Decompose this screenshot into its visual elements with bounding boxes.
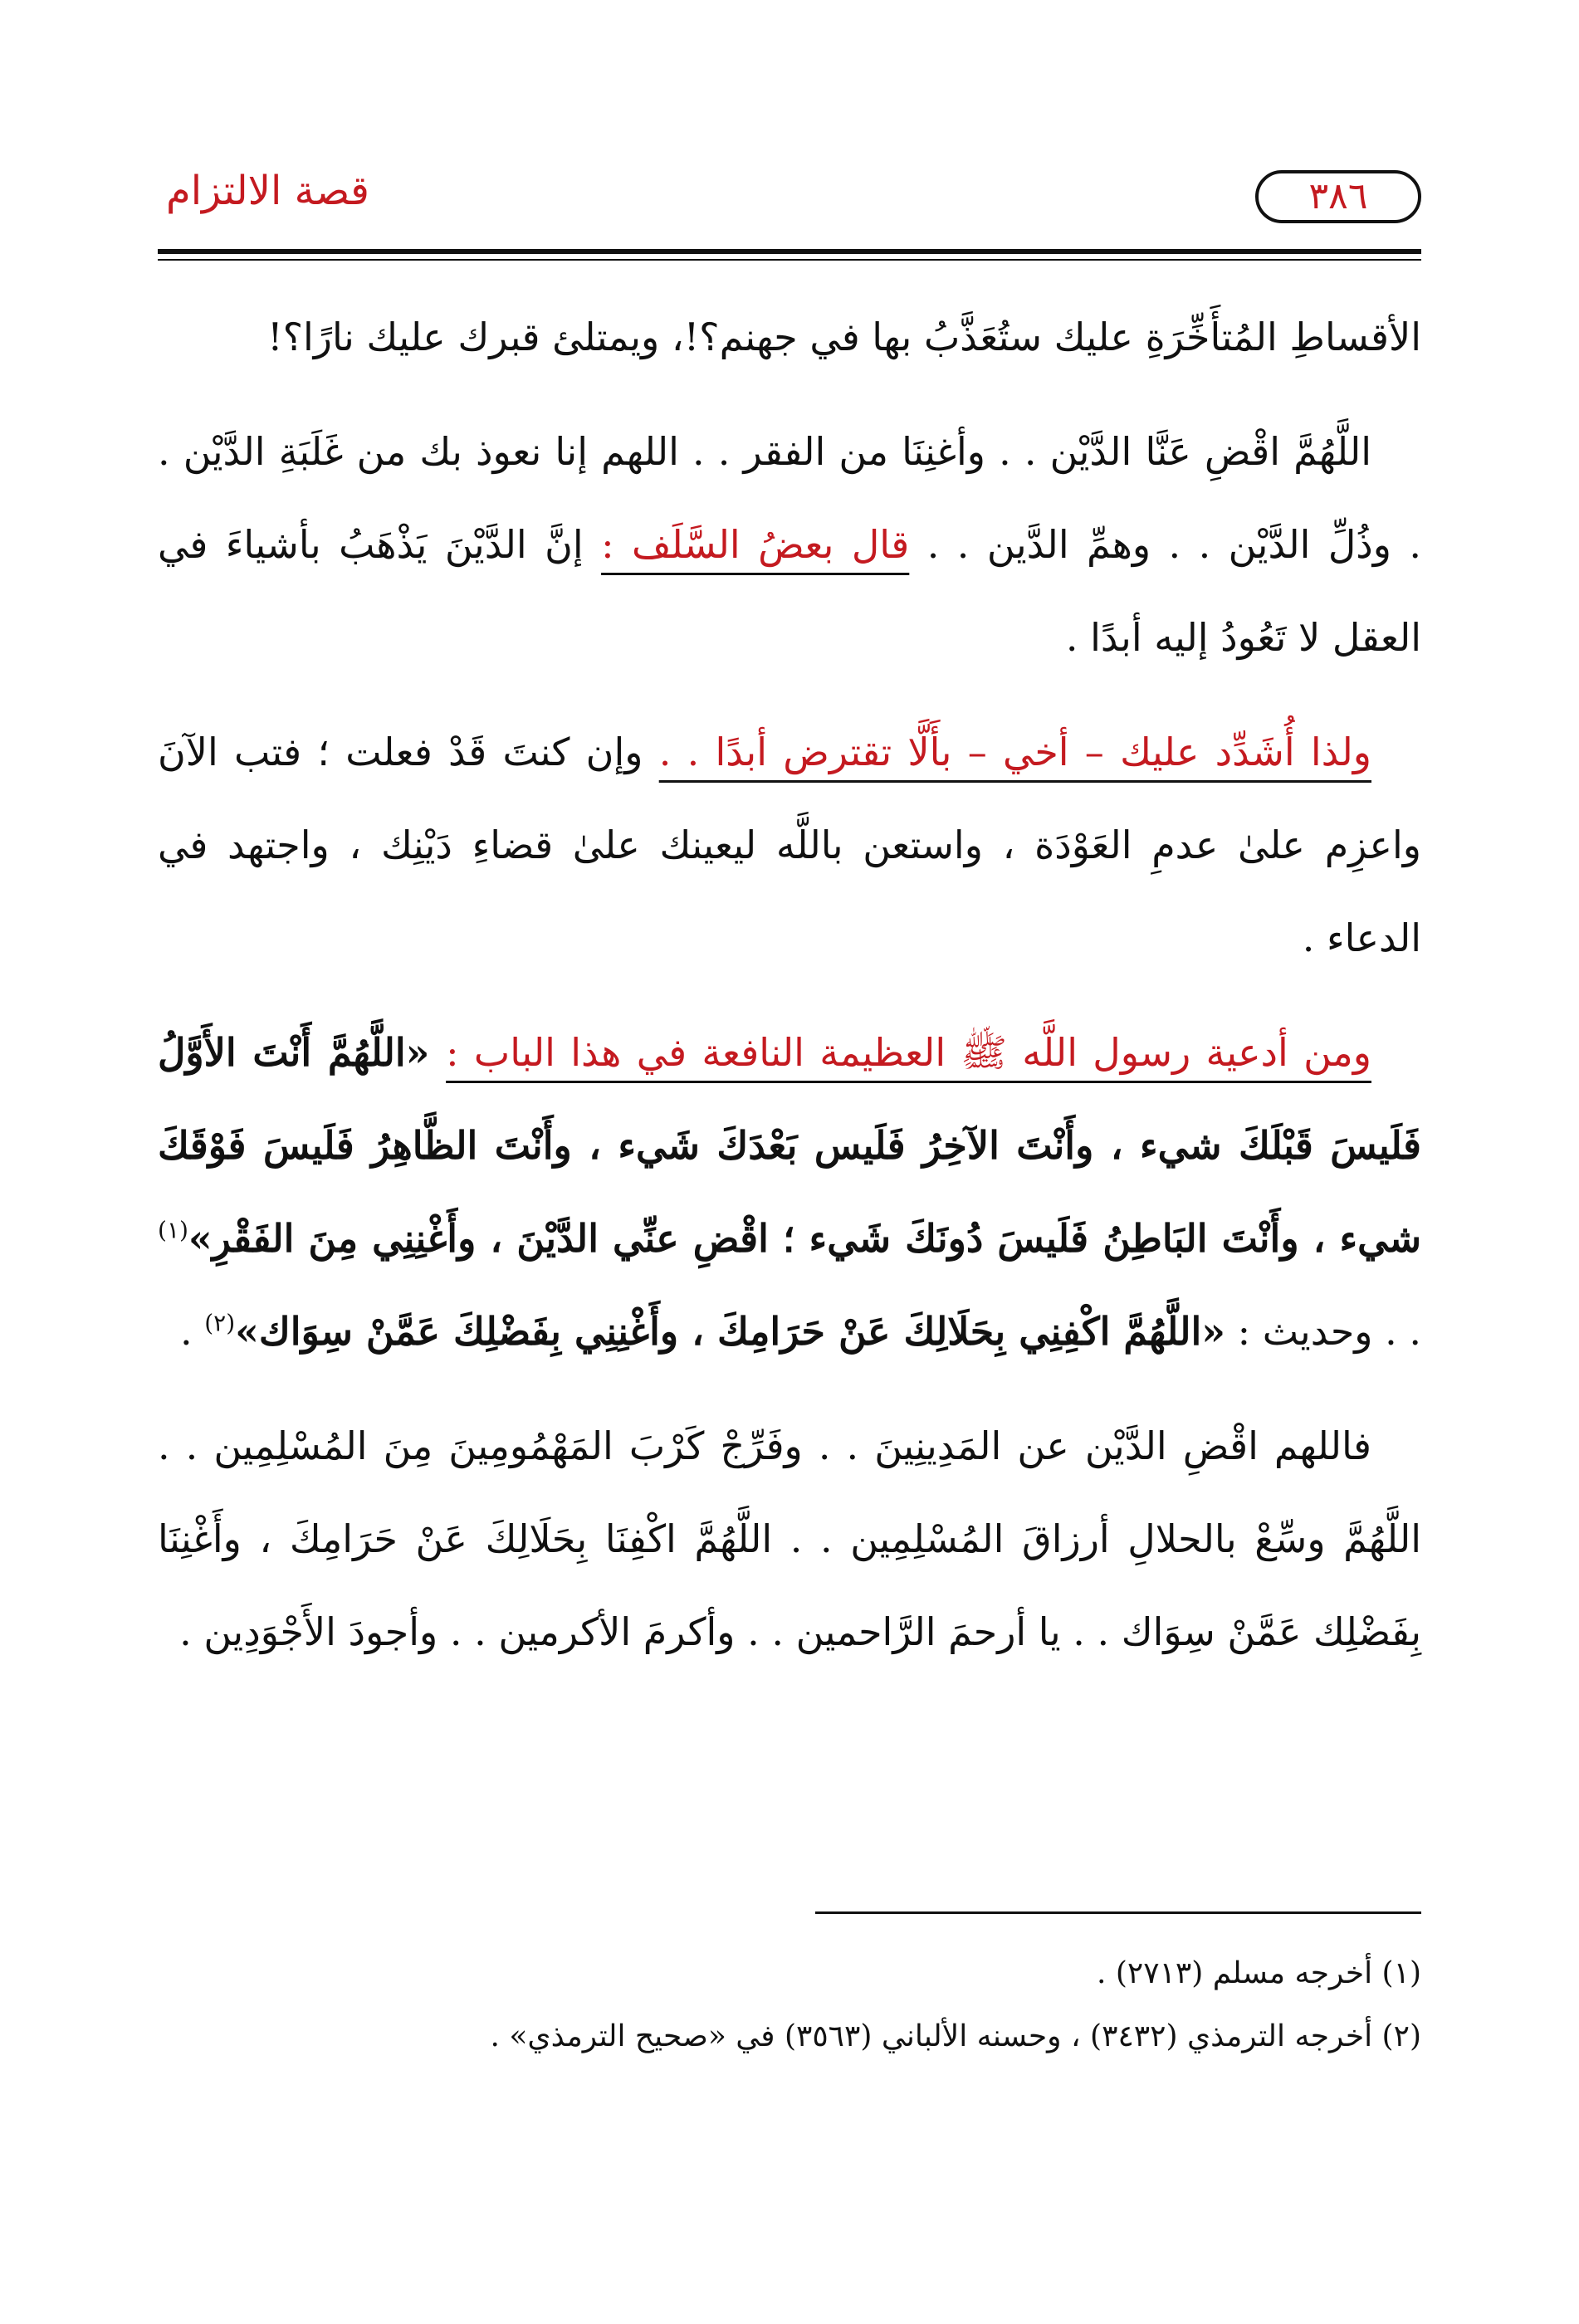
header-divider (158, 249, 1421, 262)
hadith-1: «اللَّهُمَّ أَنْتَ الأَوَّلُ فَلَيسَ قَبْلَكَ شيء ، وأَنْتَ الآخِرُ فَلَيس بَعْدَكَ شَيء ، وأَنْتَ الظَّاهِرُ فَلَيسَ فَوْقَكَ شيء ، وأَنْتَ البَاطِنُ فَلَيسَ دُونَكَ شَيء ؛ اقْضِ عنِّي الدَّيْنَ ، وأَغْنِنِي مِنَ الفَقْرِ» (158, 1030, 1421, 1261)
paragraph-2-text-a: اللَّهُمَّ اقْضِ عَنَّا الدَّيْن . . وأغنِنَا من الفقر . . اللهم إنا نعوذ بك من غَلَبَةِ الدَّيْن . . وذُلِّ الدَّيْن . . وهمِّ الدَّين . . (158, 429, 1422, 567)
footnote-divider (815, 1911, 1421, 1914)
footnote-ref-1: (١) (158, 1216, 188, 1244)
header-divider-thick (158, 249, 1421, 254)
paragraph-4 (158, 1006, 1421, 1378)
paragraph-3-red-heading: ولذا أُشَدِّد عليك – أخي – بأَلَّا تقترض أبدًا . . (658, 730, 1372, 774)
header-divider-thin (158, 259, 1421, 261)
footnote-1: (١) أخرجه مسلم (٢٧١٣) . (1096, 1956, 1421, 1990)
page-number: ٣٨٦ (1255, 170, 1421, 223)
paragraph-5-text: فاللهم اقْضِ الدَّيْن عن المَدِينِينَ . . وفَرِّجْ كَرْبَ المَهْمُومِينَ مِنَ المُسْلِمِين . . اللَّهُمَّ وسِّعْ بالحلالِ أرزاقَ المُسْلِمِين . . اللَّهُمَّ اكْفِنَا بِحَلَالِكَ عَنْ حَرَامِكَ ، وأَغْنِنَا بِفَضْلِك عَمَّنْ سِوَاك . . يا أرحمَ الرَّاحمين . . وأكرمَ الأكرمين . . وأجودَ الأَجْوَدِين . (158, 1423, 1421, 1654)
footnote-ref-2: (٢) (204, 1309, 236, 1337)
paragraph-1-text: الأقساطِ المُتأَخِّرَةِ عليك ستُعَذَّبُ بها في جهنم؟!، ويمتلئ قبرك عليك نارًا؟! (267, 315, 1421, 359)
paragraph-3-text: وإن كنتَ قَدْ فعلت ؛ فتب الآنَ واعزِم علىٰ عدمِ العَوْدَة ، واستعن باللَّه ليعينك علىٰ قضاءِ دَيْنِك ، واجتهد في الدعاء . (158, 730, 1421, 960)
paragraph-4-connector: . . وحديث : (1225, 1309, 1421, 1354)
paragraph-2 (158, 405, 1421, 684)
paragraph-2-red-heading: قال بعضُ السَّلَف : (601, 522, 910, 567)
hadith-2: «اللَّهُمَّ اكْفِنِي بِحَلَالِكَ عَنْ حَرَامِكَ ، وأَغْنِنِي بِفَضْلِكَ عَمَّنْ سِوَاك» (235, 1309, 1225, 1354)
paragraph-2-text-b: إنَّ الدَّيْنَ يَذْهَبُ بأشياءَ في العقل لا تَعُودُ إليه أبدًا . (158, 522, 1421, 660)
footnotes (158, 1942, 1421, 2068)
book-page (158, 0, 1421, 2324)
running-title: قصة الالتزام (166, 168, 369, 214)
footnote-2: (٢) أخرجه الترمذي (٣٤٣٢) ، وحسنه الألباني (٣٥٦٣) في «صحيح الترمذي» . (490, 2019, 1421, 2053)
paragraph-4-end: . (179, 1309, 205, 1354)
paragraph-5 (158, 1399, 1421, 1678)
page-body (158, 290, 1421, 1700)
paragraph-1 (158, 290, 1421, 383)
page-header (158, 158, 1421, 232)
paragraph-3 (158, 706, 1421, 984)
paragraph-4-red-heading: ومن أدعية رسول اللَّه ﷺ العظيمة النافعة في هذا الباب : (446, 1030, 1371, 1075)
